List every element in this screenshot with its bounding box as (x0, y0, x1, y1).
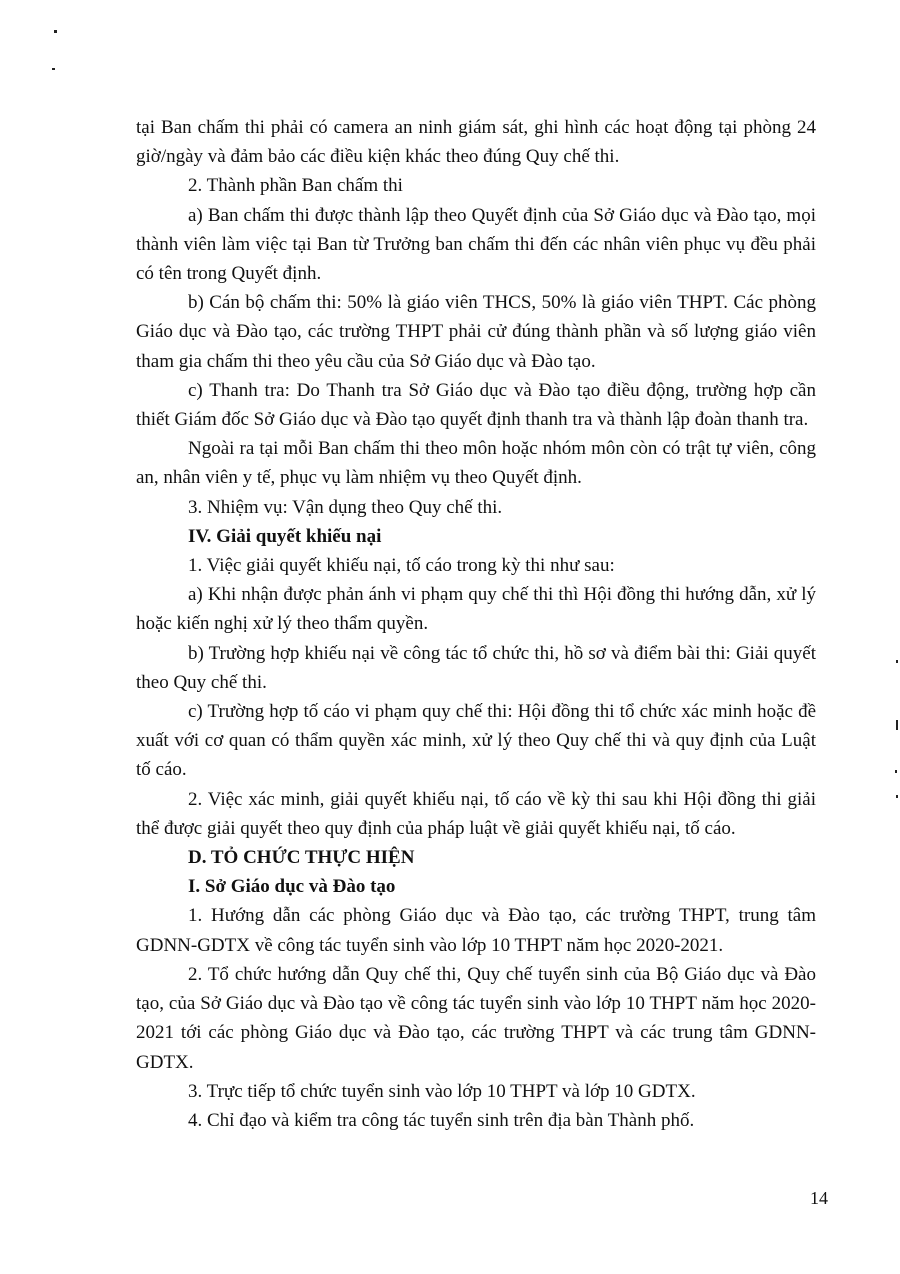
scan-artifact (54, 30, 57, 33)
section-heading: I. Sở Giáo dục và Đào tạo (188, 876, 396, 898)
paragraph: 2. Việc xác minh, giải quyết khiếu nại, tố cáo về kỳ thi sau khi Hội đồng thi giải thể được giải quyết theo quy định của pháp luật về giải quyết khiếu nại, tố cáo. (136, 788, 816, 839)
paragraph: 3. Nhiệm vụ: Vận dụng theo Quy chế thi. (188, 496, 503, 518)
subsection-heading: 2. Thành phần Ban chấm thi (188, 175, 403, 197)
document-body (136, 113, 816, 1135)
paragraph: c) Trường hợp tố cáo vi phạm quy chế thi: Hội đồng thi tổ chức xác minh hoặc đề xuất với cơ quan có thẩm quyền xác minh, xử lý theo Quy chế thi và quy định của Luật tố cáo. (136, 701, 816, 781)
paragraph: b) Cán bộ chấm thi: 50% là giáo viên THCS, 50% là giáo viên THPT. Các phòng Giáo dục và Đào tạo, các trường THPT phải cử đúng thành phần và số lượng giáo viên tham gia chấm thi theo yêu cầu của Sở Giáo dục và Đào tạo. (136, 292, 816, 372)
paragraph: 3. Trực tiếp tổ chức tuyển sinh vào lớp 10 THPT và lớp 10 GDTX. (188, 1080, 696, 1102)
paragraph: 1. Việc giải quyết khiếu nại, tố cáo trong kỳ thi như sau: (188, 555, 615, 577)
section-heading: IV. Giải quyết khiếu nại (188, 525, 382, 547)
page-number: 14 (810, 1188, 828, 1208)
scan-artifact (895, 770, 897, 773)
scan-artifact (896, 720, 898, 730)
scan-artifact (52, 68, 55, 70)
scan-artifact (896, 795, 898, 798)
paragraph: 1. Hướng dẫn các phòng Giáo dục và Đào tạo, các trường THPT, trung tâm GDNN-GDTX về công tác tuyển sinh vào lớp 10 THPT năm học 2020-2021. (136, 905, 816, 956)
scan-artifact (896, 660, 898, 663)
paragraph: 2. Tổ chức hướng dẫn Quy chế thi, Quy chế tuyển sinh của Bộ Giáo dục và Đào tạo, của Sở Giáo dục và Đào tạo về công tác tuyển sinh vào lớp 10 THPT năm học 2020-2021 tới các phòng Giáo dục và Đào tạo, các trường THPT và các trung tâm GDNN-GDTX. (136, 963, 816, 1073)
paragraph: b) Trường hợp khiếu nại về công tác tổ chức thi, hồ sơ và điểm bài thi: Giải quyết theo Quy chế thi. (136, 642, 816, 693)
paragraph: a) Ban chấm thi được thành lập theo Quyết định của Sở Giáo dục và Đào tạo, mọi thành viên làm việc tại Ban từ Trưởng ban chấm thi đến các nhân viên phục vụ đều phải có tên trong Quyết định. (136, 204, 816, 285)
paragraph: tại Ban chấm thi phải có camera an ninh giám sát, ghi hình các hoạt động tại phòng 24 giờ/ngày và đảm bảo các điều kiện khác theo đúng Quy chế thi. (136, 117, 816, 168)
paragraph: c) Thanh tra: Do Thanh tra Sở Giáo dục và Đào tạo điều động, trường hợp cần thiết Giám đốc Sở Giáo dục và Đào tạo quyết định thanh tra và thành lập đoàn thanh tra. (136, 379, 816, 431)
paragraph: 4. Chỉ đạo và kiểm tra công tác tuyển sinh trên địa bàn Thành phố. (188, 1109, 695, 1131)
paragraph: a) Khi nhận được phản ánh vi phạm quy chế thi thì Hội đồng thi hướng dẫn, xử lý hoặc kiến nghị xử lý theo thẩm quyền. (136, 584, 816, 635)
part-heading: D. TỎ CHỨC THỰC HIỆN (188, 847, 415, 869)
paragraph: Ngoài ra tại mỗi Ban chấm thi theo môn hoặc nhóm môn còn có trật tự viên, công an, nhân viên y tế, phục vụ làm nhiệm vụ theo Quyết định. (136, 438, 816, 489)
